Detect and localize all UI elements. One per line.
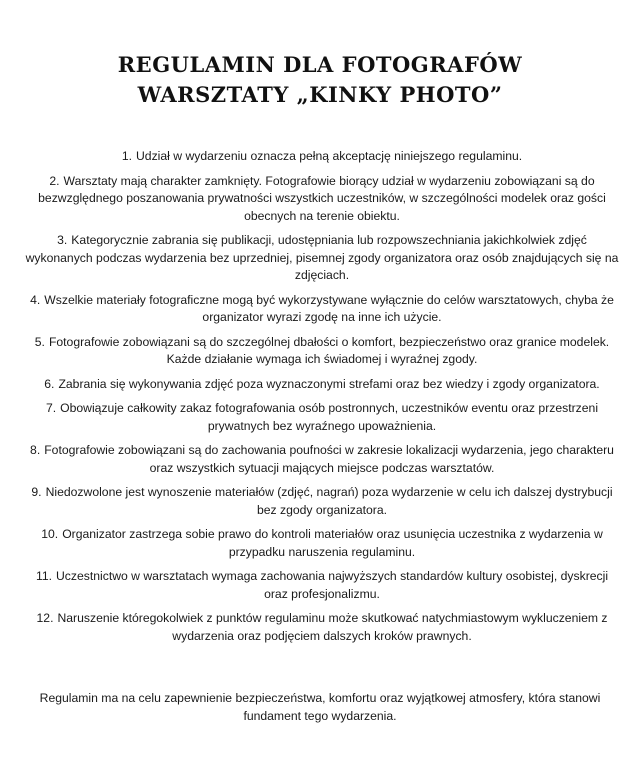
title-line-2: WARSZTATY „KINKY PHOTO”: [137, 82, 503, 107]
rule-text: Wszelkie materiały fotograficzne mogą być wykorzystywane wyłącznie do celów warsztatowych, chyba że organizator wyrazi zgodę na inne ich użycie.: [44, 292, 614, 324]
rule-number: 7.: [45, 401, 57, 415]
rule-number: 11.: [35, 569, 52, 583]
rule-item: [24, 400, 620, 435]
rule-text: Zabrania się wykonywania zdjęć poza wyznaczonymi strefami oraz bez wiedzy i zgody organizatora.: [58, 376, 600, 391]
rule-number: 9.: [31, 485, 42, 499]
rule-item: [24, 292, 620, 327]
rule-number: 2.: [49, 173, 60, 188]
rule-text: Organizator zastrzega sobie prawo do kontroli materiałów oraz usunięcia uczestnika z wydarzenia w przypadku naruszenia regulaminu.: [62, 527, 603, 559]
rule-number: 4.: [30, 292, 41, 307]
rule-item: [24, 173, 620, 226]
rule-item: [24, 484, 620, 519]
rule-text: Fotografowie zobowiązani są do zachowania poufności w zakresie lokalizacji wydarzenia, jego charakteru oraz wszystkich sytuacji mających miejsce podczas warsztatów.: [44, 443, 614, 475]
rule-item: [24, 376, 620, 394]
rules-list: [24, 148, 620, 652]
rule-number: 5.: [34, 334, 45, 349]
rule-item: [24, 232, 620, 285]
closing-statement: Regulamin ma na celu zapewnienie bezpieczeństwa, komfortu oraz wyjątkowej atmosfery, która stanowi fundament tego wydarzenia.: [39, 691, 601, 723]
rule-text: Niedozwolone jest wynoszenie materiałów (zdjęć, nagrań) poza wydarzenie w celu ich dalszej dystrybucji bez zgody organizatora.: [45, 485, 613, 517]
rule-item: [24, 148, 620, 166]
rule-number: 8.: [30, 443, 41, 457]
rule-text: Kategorycznie zabrania się publikacji, udostępniania lub rozpowszechniania jakichkolwiek zdjęć wykonanych podczas wydarzenia bez uprzedniej, pisemnej zgody organizatora oraz osób znajdujących się na zdjęciach.: [25, 233, 619, 282]
rule-text: Fotografowie zobowiązani są do szczególnej dbałości o komfort, bezpieczeństwo oraz granice modelek. Każde działanie wymaga ich świadomej i wyraźnej zgody.: [48, 334, 610, 366]
rule-item: [24, 610, 620, 645]
rule-number: 1.: [121, 149, 132, 163]
title-line-1: REGULAMIN DLA FOTOGRAFÓW: [117, 52, 523, 77]
rule-number: 12.: [36, 611, 54, 625]
rule-number: 3.: [57, 233, 68, 247]
rule-item: [24, 526, 620, 561]
rule-number: 6.: [44, 376, 55, 391]
rule-item: [24, 442, 620, 477]
rule-text: Obowiązuje całkowity zakaz fotografowania osób postronnych, uczestników eventu oraz przestrzeni prywatnych bez wyraźnego upoważnienia.: [60, 401, 599, 433]
rule-text: Warsztaty mają charakter zamknięty. Fotografowie biorący udział w wydarzeniu zobowiązani są do bezwzględnego poszanowania prywatności wszystkich uczestników, w szczególności modelek oraz gości obecnych na terenie obiektu.: [38, 173, 606, 223]
rule-number: 10.: [41, 527, 59, 541]
document-title: [0, 50, 640, 110]
rule-item: [24, 334, 620, 369]
rule-text: Udział w wydarzeniu oznacza pełną akceptację niniejszego regulaminu.: [136, 149, 523, 163]
rule-text: Uczestnictwo w warsztatach wymaga zachowania najwyższych standardów kultury osobistej, dyskrecji oraz profesjonalizmu.: [56, 569, 609, 601]
rule-text: Naruszenie któregokolwiek z punktów regulaminu może skutkować natychmiastowym wykluczeniem z wydarzenia oraz podjęciem dalszych kroków prawnych.: [57, 611, 608, 643]
rule-item: [24, 568, 620, 603]
